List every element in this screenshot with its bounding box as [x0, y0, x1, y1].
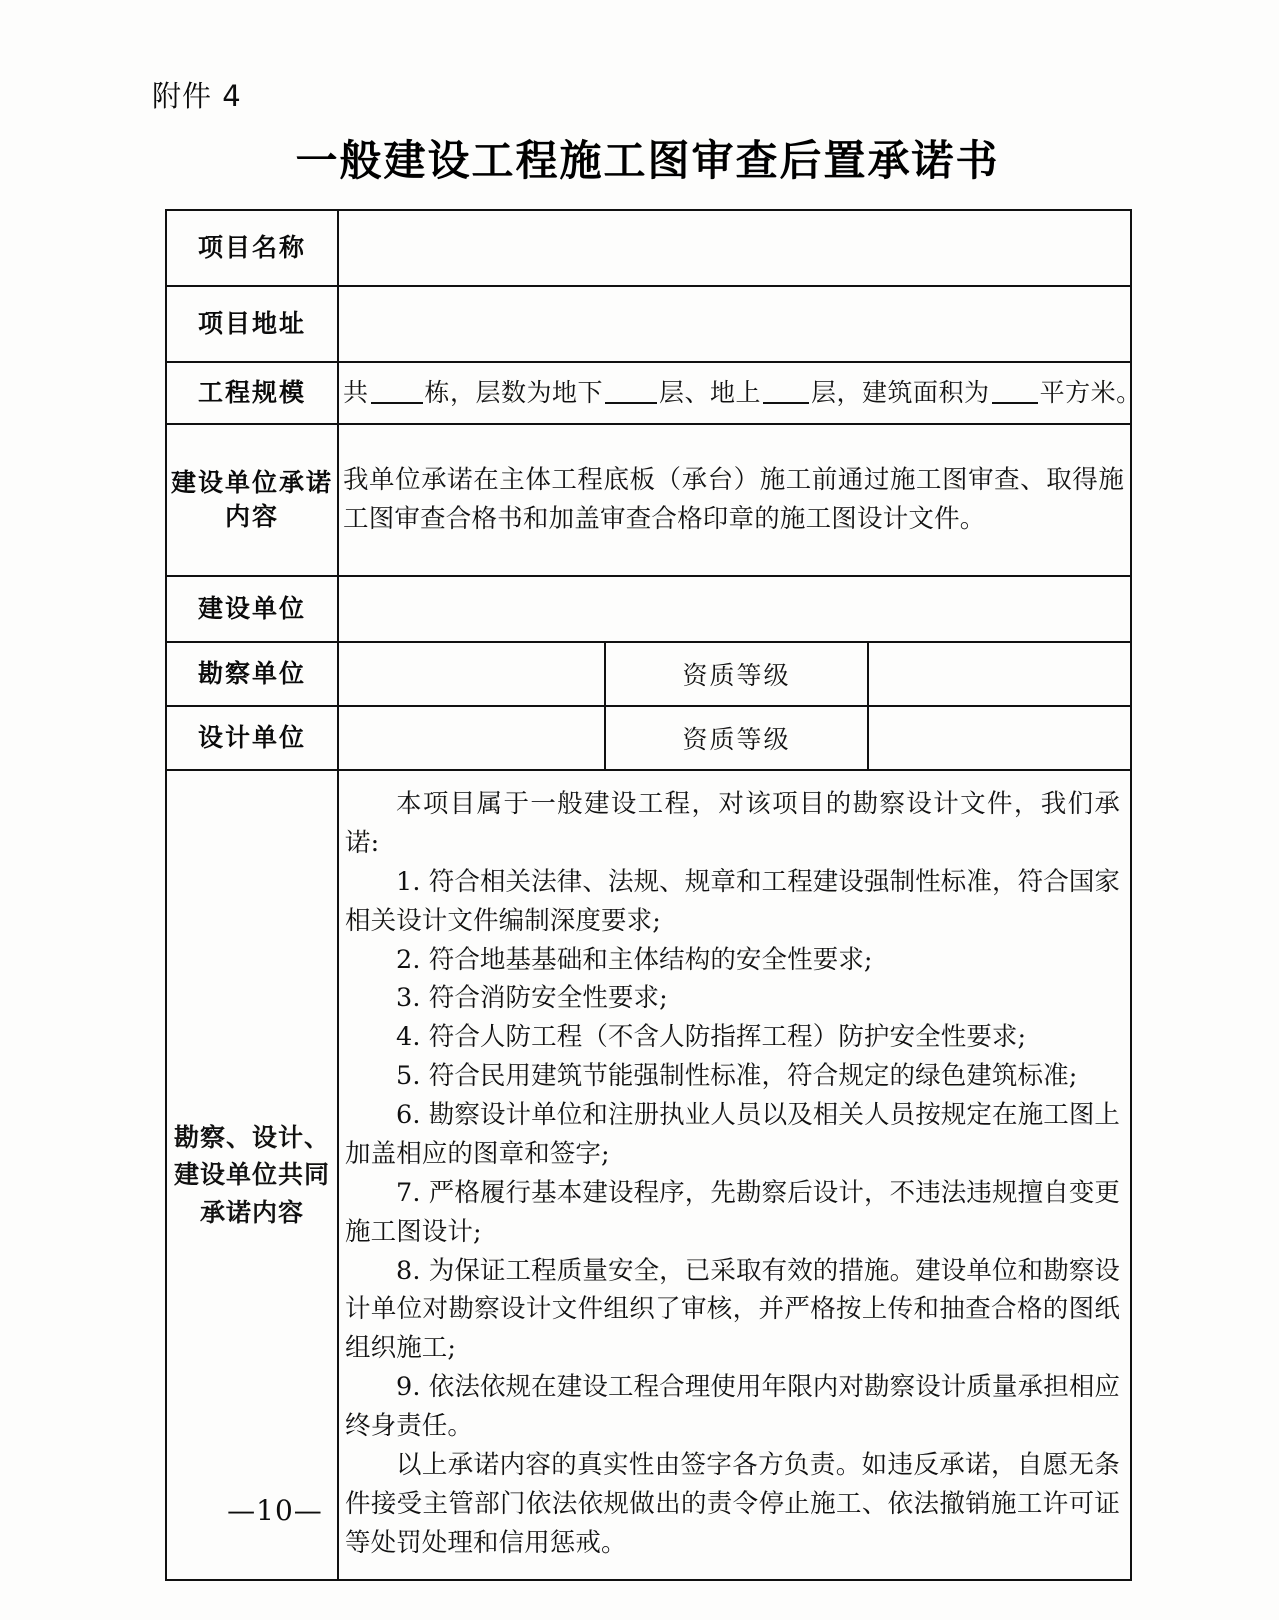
page-number: —10—	[227, 1494, 323, 1527]
commitment-form-table	[165, 209, 1142, 1581]
table-row-project-name	[166, 210, 1131, 286]
scale-blank-aboveground[interactable]	[763, 402, 809, 404]
field-design-qualification[interactable]	[868, 706, 1131, 770]
table-row-project-address	[166, 286, 1131, 362]
scale-blank-underground[interactable]	[605, 402, 657, 404]
scale-prefix: 共	[343, 377, 369, 407]
label-owner-unit: 建设单位	[166, 576, 338, 642]
table-row-joint-promise	[166, 770, 1131, 1580]
label-project-address: 项目地址	[166, 286, 338, 362]
scale-blank-buildings[interactable]	[371, 402, 423, 404]
label-survey-qualification: 资质等级	[605, 642, 868, 706]
field-owner-unit[interactable]	[338, 576, 1131, 642]
joint-promise-item: 9. 依法依规在建设工程合理使用年限内对勘察设计质量承担相应终身责任。	[345, 1372, 1121, 1441]
owner-promise-text: 我单位承诺在主体工程底板（承台）施工前通过施工图审查、取得施工图审查合格书和加盖审查合格印章的施工图设计文件。	[343, 465, 1125, 534]
joint-promise-item: 5. 符合民用建筑节能强制性标准，符合规定的绿色建筑标准;	[396, 1061, 1078, 1092]
scale-blank-area[interactable]	[992, 402, 1038, 404]
field-project-address[interactable]	[338, 286, 1131, 362]
field-survey-unit[interactable]	[338, 642, 605, 706]
attachment-label: 附件 4	[152, 79, 242, 113]
table-row-owner-promise	[166, 424, 1131, 576]
project-scale-sentence	[339, 377, 1142, 410]
field-project-scale[interactable]	[338, 362, 1142, 424]
page-title: 一般建设工程施工图审查后置承诺书	[295, 136, 1000, 185]
label-project-scale: 工程规模	[166, 362, 338, 424]
joint-promise-closing: 以上承诺内容的真实性由签字各方负责。如违反承诺，自愿无条件接受主管部门依法依规做出的责令停止施工、依法撤销施工许可证等处罚处理和信用惩戒。	[345, 1449, 1121, 1558]
table-row-owner-unit	[166, 576, 1131, 642]
joint-promise-body	[339, 771, 1130, 1579]
joint-promise-item: 2. 符合地基基础和主体结构的安全性要求;	[396, 944, 873, 975]
field-survey-qualification[interactable]	[868, 642, 1131, 706]
label-design-qualification: 资质等级	[605, 706, 868, 770]
joint-promise-item: 6. 勘察设计单位和注册执业人员以及相关人员按规定在施工图上加盖相应的图章和签字;	[345, 1100, 1121, 1169]
table-row-design-unit	[166, 706, 1131, 770]
joint-promise-intro: 本项目属于一般建设工程，对该项目的勘察设计文件，我们承诺:	[345, 789, 1121, 858]
field-design-unit[interactable]	[338, 706, 605, 770]
joint-promise-item: 8. 为保证工程质量安全，已采取有效的措施。建设单位和勘察设计单位对勘察设计文件组织了审核，并严格按上传和抽查合格的图纸组织施工;	[345, 1255, 1121, 1364]
scale-segment-1: 栋，层数为地下	[424, 377, 604, 407]
scale-segment-4: 平方米。	[1039, 377, 1142, 407]
label-project-name: 项目名称	[166, 210, 338, 286]
scale-segment-2: 层、地上	[659, 377, 762, 407]
joint-promise-item: 3. 符合消防安全性要求;	[396, 983, 668, 1014]
table-row-survey-unit	[166, 642, 1131, 706]
field-project-name[interactable]	[338, 210, 1131, 286]
label-joint-promise: 勘察、设计、建设单位共同承诺内容	[166, 770, 338, 1580]
table-row-project-scale	[166, 362, 1131, 424]
label-design-unit: 设计单位	[166, 706, 338, 770]
field-owner-promise	[338, 424, 1131, 576]
joint-promise-item: 4. 符合人防工程（不含人防指挥工程）防护安全性要求;	[396, 1022, 1027, 1053]
label-survey-unit: 勘察单位	[166, 642, 338, 706]
field-joint-promise	[338, 770, 1131, 1580]
scale-segment-3: 层，建筑面积为	[811, 377, 990, 407]
joint-promise-item: 7. 严格履行基本建设程序，先勘察后设计，不违法违规擅自变更施工图设计;	[345, 1177, 1121, 1247]
label-owner-promise: 建设单位承诺内容	[166, 424, 338, 576]
joint-promise-item: 1. 符合相关法律、法规、规章和工程建设强制性标准，符合国家相关设计文件编制深度要求;	[345, 866, 1121, 936]
